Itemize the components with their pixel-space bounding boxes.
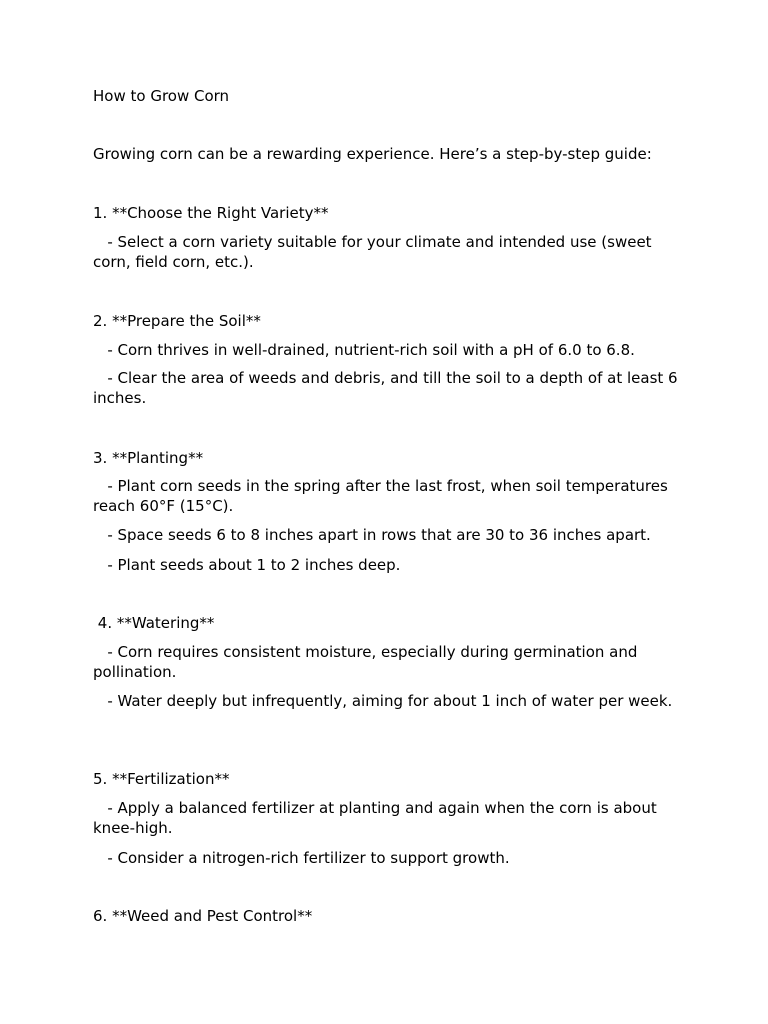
step-heading: 2. **Prepare the Soil**	[93, 312, 261, 330]
step-heading: 4. **Watering**	[93, 614, 215, 632]
step-heading: 3. **Planting**	[93, 449, 204, 467]
step-heading: 6. **Weed and Pest Control**	[93, 907, 313, 925]
step-item: - Corn requires consistent moisture, especially during germination and pollination.	[93, 643, 643, 681]
intro-paragraph: Growing corn can be a rewarding experience. Here’s a step-by-step guide:	[93, 145, 652, 163]
step-item: - Clear the area of weeds and debris, and till the soil to a depth of at least 6 inches.	[93, 369, 683, 407]
step-item: - Apply a balanced fertilizer at planting and again when the corn is about knee-high.	[93, 799, 662, 837]
step-item: - Consider a nitrogen-rich fertilizer to support growth.	[93, 849, 510, 867]
step-item: - Plant corn seeds in the spring after the last frost, when soil temperatures reach 60°F (15°C).	[93, 477, 673, 515]
step-item: - Corn thrives in well-drained, nutrient-rich soil with a pH of 6.0 to 6.8.	[93, 341, 635, 359]
step-item: - Water deeply but infrequently, aiming for about 1 inch of water per week.	[93, 692, 673, 710]
step-item: - Select a corn variety suitable for your climate and intended use (sweet corn, field corn, etc.).	[93, 233, 657, 271]
step-item: - Space seeds 6 to 8 inches apart in rows that are 30 to 36 inches apart.	[93, 526, 651, 544]
step-heading: 1. **Choose the Right Variety**	[93, 204, 329, 222]
document-title: How to Grow Corn	[93, 87, 230, 105]
step-item: - Plant seeds about 1 to 2 inches deep.	[93, 556, 401, 574]
step-heading: 5. **Fertilization**	[93, 770, 230, 788]
